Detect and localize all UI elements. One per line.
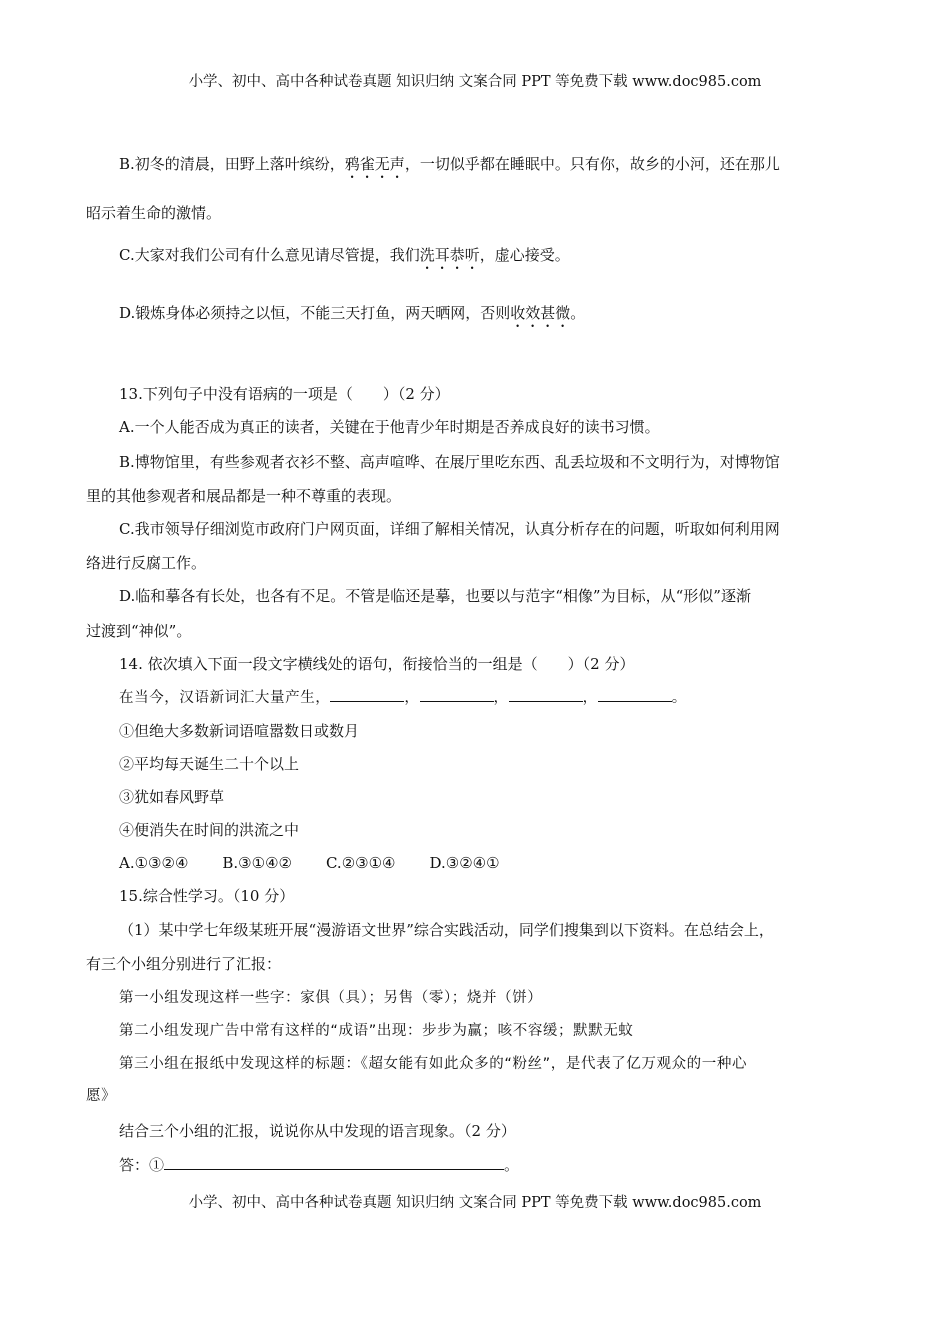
q15-group-3: 第三小组在报纸中发现这样的标题：《超女能有如此众多的“粉丝”，是代表了亿万观众的一种心 [119,1056,748,1072]
q14-option-b: B.③①④② [222,854,292,872]
q15-answer: 答：① 。 [119,1153,519,1176]
q15-part1-continued: 有三个小组分别进行了汇报： [86,955,282,973]
emphasized-idiom: 鸦雀无声 [344,155,405,173]
q15-group-2: 第二小组发现广告中常有这样的“成语”出现：步步为赢；咳不容缓；默默无蚊 [119,1023,634,1039]
emphasized-idiom: 洗耳恭听 [419,246,480,264]
q13-option-a: A.一个人能否成为真正的读者，关键在于他青少年时期是否养成良好的读书习惯。 [119,418,660,436]
q14-item-2: ②平均每天诞生二十个以上 [119,755,300,773]
page-footer: 小学、初中、高中各种试卷真题 知识归纳 文案合同 PPT 等免费下载 www.doc985.com [188,1195,762,1211]
q13-option-b-continued: 里的其他参观者和展品都是一种不尊重的表现。 [86,487,402,505]
fill-blank-1 [330,687,404,702]
q13-option-d: D.临和摹各有长处，也各有不足。不管是临还是摹，也要以与范字“相像”为目标，从“形似”逐渐 [119,587,751,605]
q13-option-c-continued: 络进行反腐工作。 [86,554,207,572]
q14-options [119,852,534,874]
q14-option-d: D.③②④① [429,854,500,872]
q14-item-1: ①但绝大多数新词语喧嚣数日或数月 [119,722,360,740]
q14-option-a: A.①③②④ [119,854,189,872]
q14-passage: 在当今，汉语新词汇大量产生， ， ， ， 。 [119,687,687,709]
emphasized-idiom: 收效甚微 [510,304,571,322]
q12-option-b: B.初冬的清晨，田野上落叶缤纷，鸦雀无声，一切似乎都在睡眠中。只有你，故乡的小河，还在那儿 [119,155,780,173]
q14-option-c: C.②③①④ [325,854,396,872]
q13-stem: 13.下列句子中没有语病的一项是（ ）（2 分） [119,385,450,403]
q12-option-c: C.大家对我们公司有什么意见请尽管提，我们洗耳恭听，虚心接受。 [119,246,570,264]
q15-question: 结合三个小组的汇报，说说你从中发现的语言现象。（2 分） [119,1122,516,1140]
answer-line [164,1153,504,1170]
q13-option-b: B.博物馆里，有些参观者衣衫不整、高声喧哗、在展厅里吃东西、乱丢垃圾和不文明行为，对博物馆 [119,453,780,471]
q15-group-1: 第一小组发现这样一些字：家俱（具）；另售（零）；烧并（饼） [119,990,543,1006]
q12-option-d: D.锻炼身体必须持之以恒，不能三天打鱼，两天晒网，否则收效甚微。 [119,304,586,322]
q15-stem: 15.综合性学习。（10 分） [119,887,295,905]
fill-blank-2 [420,687,494,702]
page-header: 小学、初中、高中各种试卷真题 知识归纳 文案合同 PPT 等免费下载 www.doc985.com [188,74,762,90]
q13-option-c: C.我市领导仔细浏览市政府门户网页面，详细了解相关情况，认真分析存在的问题，听取如何利用网 [119,520,780,538]
fill-blank-4 [598,687,672,702]
q14-item-4: ④便消失在时间的洪流之中 [119,821,300,839]
q15-part1: （1）某中学七年级某班开展“漫游语文世界”综合实践活动，同学们搜集到以下资料。在总结会上， [119,921,774,939]
q15-group-3-continued: 愿》 [86,1088,117,1104]
q14-item-3: ③犹如春风野草 [119,788,225,806]
fill-blank-3 [509,687,583,702]
q13-option-d-continued: 过渡到“神似”。 [86,622,192,640]
q12-option-b-continued: 昭示着生命的激情。 [86,204,222,222]
q14-stem: 14. 依次填入下面一段文字横线处的语句，衔接恰当的一组是（ ）（2 分） [119,655,635,673]
